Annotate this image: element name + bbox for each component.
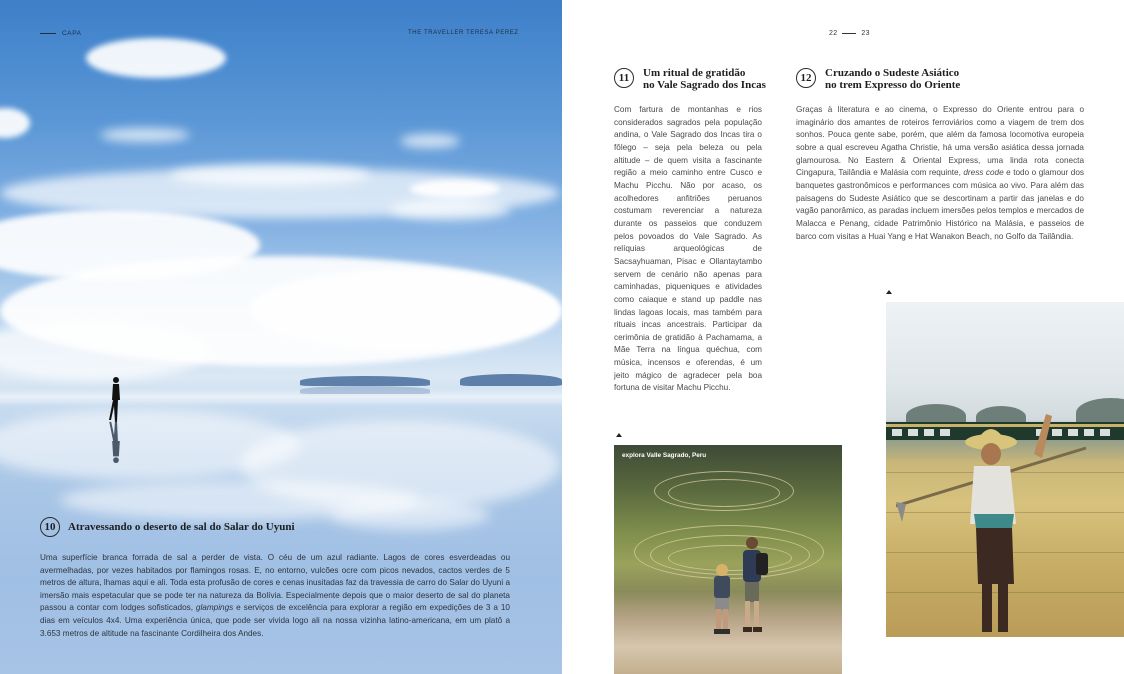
story-number: 10: [40, 517, 60, 537]
distant-mountain: [460, 374, 562, 386]
story-11-body: Com fartura de montanhas e rios considerados sagrados pela população andina, o Vale Sagrado dos Incas tira o fôlego – seja pela beleza ou pela altitude – de quem visita a fascinante região a meio caminho entre Cusco e Machu Picchu. Não por acaso, os acolhedores anfitriões peruanos costumam reverenciar a natureza durante os passeios que conduzem pelos povoados do Vale Sagrado. As relíquias arqueológicas de Sacsayhuaman, Pisac e Ollantaytambo servem de cenário não apenas para caminhadas, piqueniques e atividades como caiaque e stand up paddle nas lindas lagoas locais, mas também para rituais incas ancestrais. Participar da cerimônia de gratidão à Pachamama, a Mãe Terra na língua quéchua, com música, incensos e oferendas, é um jeito mágico de agradecer pela boa fortuna de visitar Machu Picchu.: [614, 105, 762, 393]
triangle-marker-icon: [616, 433, 622, 437]
cloud: [400, 134, 460, 148]
section-label: [40, 30, 82, 37]
story-title-line: no trem Expresso do Oriente: [825, 79, 961, 91]
rule: [40, 33, 56, 34]
person-silhouette: [108, 376, 124, 422]
story-11-header: [614, 67, 766, 91]
section-text: CAPA: [62, 30, 82, 37]
page-numbers: [829, 30, 870, 37]
cloud: [410, 180, 500, 198]
page-number-left: 22: [829, 30, 838, 37]
cloud: [170, 164, 370, 186]
story-10-header: [40, 517, 295, 537]
cloud: [100, 128, 190, 142]
cloud-reflection: [330, 500, 490, 530]
story-10-body: [40, 552, 510, 640]
story-title-line: Um ritual de gratidão: [643, 67, 746, 79]
cloud: [390, 200, 510, 220]
story-number: 12: [796, 68, 816, 88]
farmer-figure: [896, 394, 1096, 637]
story-title-line: no Vale Sagrado dos Incas: [643, 79, 766, 91]
text-run: Graças à literatura e ao cinema, o Expresso do Oriente entrou para o imaginário dos amantes de roteiros ferroviários como a viagem de trem dos sonhos. Pouca gente sabe, porém, que além da famosa locomotiva europeia sobre a qual escreveu Agatha Christie, há uma versão asiática dessa jornada glamourosa. No Eastern & Oriental Express, uma linda rota conecta Cingapura, Tailândia e Malásia com requinte,: [796, 105, 1084, 178]
cloud: [0, 108, 30, 138]
person-reflection: [108, 420, 124, 464]
text-run: e todo o glamour dos banquetes gastronômicos e performances com música ao vivo. Para além das paisagens do Sudeste Asiático que se descortinam a partir das janelas e do vagão panorâmico, as paradas incluem imersões pelos templos e mercados de Malacca e Penang, cidade Patrimônio Histórico na Malásia, e passeios de barco com visitas a Huai Yang e Hat Wanakon Beach, no Golfo da Tailândia.: [796, 168, 1084, 241]
italic-term: glampings: [195, 603, 234, 613]
photo-caption: explora Valle Sagrado, Peru: [622, 452, 707, 459]
page-number-right: 23: [861, 30, 870, 37]
oriental-express-photo: [886, 302, 1124, 637]
terrace-ring: [668, 479, 780, 507]
cloud: [250, 270, 560, 350]
story-title-line: Cruzando o Sudeste Asiático: [825, 67, 960, 79]
text-run: e serviços de excelência para explorar a região em expedições de 3 a 10 dias em veículos 4x4. Uma experiência única, que pode ser vivida logo ali na nossa vizinha latino-americana, em um platô a 3.653 metros de altitude na fascinante Cordilheira dos Andes.: [40, 603, 510, 638]
byline: THE TRAVELLER TERESA PEREZ: [408, 30, 519, 36]
story-title: [643, 67, 766, 91]
cloud: [0, 320, 210, 380]
story-12-header: [796, 67, 960, 91]
horizon: [0, 388, 562, 406]
text-run: Uma superfície branca forrada de sal a perder de vista. O céu de um azul radiante. Lagos de cores esverdeadas ou avermelhadas, por vezes habitados por flamingos rosas. E, no entorno, vulcões ocre com picos nevados, cactos verdes de 5 metros de altura, lhamas aqui e ali. Toda esta profusão de cores e cenas inusitadas faz da travessia de carro do Salar do Uyuni a imersão mais espetacular que se pode ter na natureza da Bolívia. Especialmente depois que o maior deserto de sal do planeta passou a contar com lodges sofisticados,: [40, 553, 510, 613]
triangle-marker-icon: [886, 290, 892, 294]
story-12-body: [796, 104, 1084, 243]
story-title: [825, 67, 960, 91]
story-title: Atravessando o deserto de sal do Salar do Uyuni: [68, 521, 295, 533]
story-number: 11: [614, 68, 634, 88]
mountain-reflection: [300, 386, 430, 394]
rule: [842, 33, 856, 34]
distant-mountain: [300, 376, 430, 386]
italic-term: dress code: [963, 168, 1004, 178]
cloud: [86, 38, 226, 78]
child-hiker: [706, 563, 738, 635]
adult-hiker: [732, 535, 772, 635]
vale-sagrado-photo: [614, 445, 842, 674]
